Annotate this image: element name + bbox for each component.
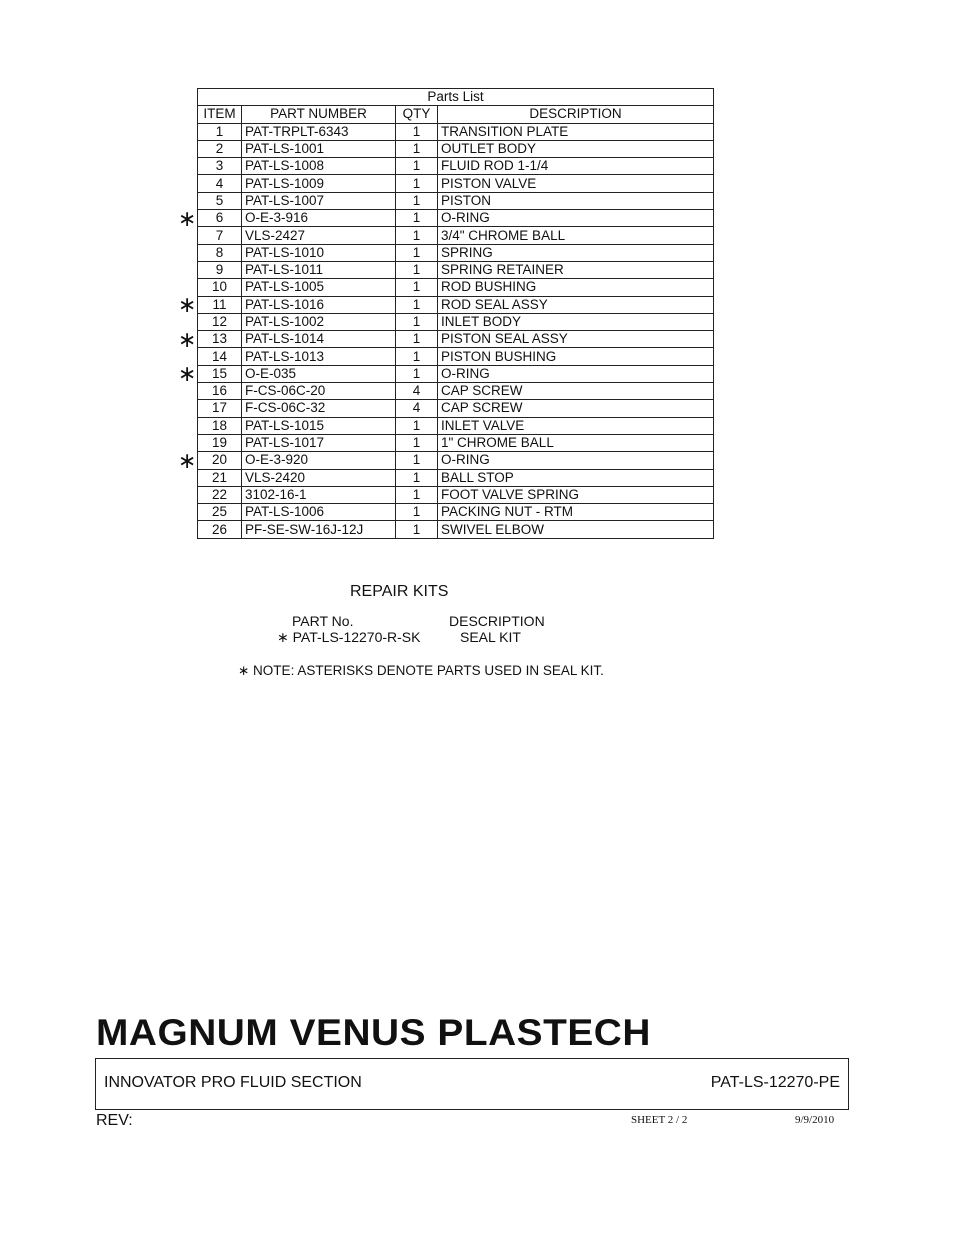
part-item: 25 <box>198 504 242 521</box>
part-qty: 1 <box>396 434 438 451</box>
part-description: O-RING <box>438 210 714 227</box>
part-number: PAT-LS-1009 <box>242 175 396 192</box>
part-qty: 1 <box>396 175 438 192</box>
part-item: 11 <box>198 296 242 313</box>
part-description: PISTON VALVE <box>438 175 714 192</box>
sheet-number: SHEET 2 / 2 <box>631 1114 688 1126</box>
seal-kit-marker: ∗ <box>178 448 197 474</box>
part-item: 1 <box>198 123 242 140</box>
part-item: 12 <box>198 313 242 330</box>
part-number: PAT-LS-1010 <box>242 244 396 261</box>
part-number: PAT-LS-1017 <box>242 434 396 451</box>
part-number: PAT-LS-1008 <box>242 158 396 175</box>
header-part-number: PART NUMBER <box>242 106 396 123</box>
part-number: O-E-3-920 <box>242 452 396 469</box>
part-description: 1" CHROME BALL <box>438 434 714 451</box>
part-number: PAT-LS-1005 <box>242 279 396 296</box>
part-qty: 1 <box>396 331 438 348</box>
part-number: PAT-LS-1006 <box>242 504 396 521</box>
part-description: O-RING <box>438 365 714 382</box>
part-qty: 1 <box>396 123 438 140</box>
parts-row <box>198 348 714 365</box>
part-description: OUTLET BODY <box>438 140 714 157</box>
parts-row <box>198 313 714 330</box>
seal-kit-marker: ∗ <box>178 327 197 353</box>
header-item: ITEM <box>198 106 242 123</box>
part-qty: 1 <box>396 521 438 538</box>
part-number: O-E-035 <box>242 365 396 382</box>
part-description: SWIVEL ELBOW <box>438 521 714 538</box>
part-item: 17 <box>198 400 242 417</box>
header-qty: QTY <box>396 106 438 123</box>
part-item: 10 <box>198 279 242 296</box>
part-qty: 4 <box>396 383 438 400</box>
part-number: VLS-2427 <box>242 227 396 244</box>
part-item: 2 <box>198 140 242 157</box>
part-item: 4 <box>198 175 242 192</box>
seal-kit-marker: ∗ <box>178 206 197 232</box>
part-description: ROD SEAL ASSY <box>438 296 714 313</box>
part-description: FLUID ROD 1-1/4 <box>438 158 714 175</box>
part-qty: 1 <box>396 244 438 261</box>
part-description: INLET VALVE <box>438 417 714 434</box>
part-qty: 1 <box>396 261 438 278</box>
part-description: 3/4" CHROME BALL <box>438 227 714 244</box>
part-item: 8 <box>198 244 242 261</box>
repair-kit-description: SEAL KIT <box>460 629 521 645</box>
parts-row <box>198 227 714 244</box>
parts-list-table <box>197 88 714 539</box>
part-description: ROD BUSHING <box>438 279 714 296</box>
part-item: 19 <box>198 434 242 451</box>
parts-row <box>198 123 714 140</box>
part-description: PACKING NUT - RTM <box>438 504 714 521</box>
part-number: O-E-3-916 <box>242 210 396 227</box>
part-description: SPRING RETAINER <box>438 261 714 278</box>
part-description: PISTON SEAL ASSY <box>438 331 714 348</box>
parts-row <box>198 452 714 469</box>
parts-row <box>198 192 714 209</box>
part-qty: 1 <box>396 469 438 486</box>
parts-row <box>198 331 714 348</box>
part-item: 15 <box>198 365 242 382</box>
parts-row <box>198 210 714 227</box>
part-number: F-CS-06C-32 <box>242 400 396 417</box>
parts-row <box>198 469 714 486</box>
parts-row <box>198 486 714 503</box>
parts-list-title: Parts List <box>198 89 714 106</box>
part-qty: 1 <box>396 210 438 227</box>
part-number: PAT-LS-1013 <box>242 348 396 365</box>
part-item: 20 <box>198 452 242 469</box>
part-description: CAP SCREW <box>438 400 714 417</box>
drawing-title: INNOVATOR PRO FLUID SECTION <box>104 1074 362 1091</box>
part-qty: 1 <box>396 365 438 382</box>
part-description: CAP SCREW <box>438 383 714 400</box>
part-qty: 1 <box>396 348 438 365</box>
parts-row <box>198 158 714 175</box>
part-number: PAT-LS-1007 <box>242 192 396 209</box>
part-item: 3 <box>198 158 242 175</box>
parts-row <box>198 279 714 296</box>
part-description: SPRING <box>438 244 714 261</box>
part-qty: 4 <box>396 400 438 417</box>
part-item: 9 <box>198 261 242 278</box>
part-item: 5 <box>198 192 242 209</box>
part-qty: 1 <box>396 313 438 330</box>
part-description: PISTON BUSHING <box>438 348 714 365</box>
part-number: PAT-LS-1011 <box>242 261 396 278</box>
parts-row <box>198 521 714 538</box>
repair-kits-title: REPAIR KITS <box>350 583 449 600</box>
part-item: 18 <box>198 417 242 434</box>
seal-kit-note: ∗ NOTE: ASTERISKS DENOTE PARTS USED IN SEAL KIT. <box>238 663 604 678</box>
part-number: VLS-2420 <box>242 469 396 486</box>
part-qty: 1 <box>396 192 438 209</box>
part-number: PAT-TRPLT-6343 <box>242 123 396 140</box>
part-item: 22 <box>198 486 242 503</box>
part-description: FOOT VALVE SPRING <box>438 486 714 503</box>
part-item: 7 <box>198 227 242 244</box>
repair-kits-description-header: DESCRIPTION <box>449 613 545 629</box>
parts-row <box>198 261 714 278</box>
company-name: MAGNUM VENUS PLASTECH <box>96 1012 651 1053</box>
part-item: 16 <box>198 383 242 400</box>
part-description: PISTON <box>438 192 714 209</box>
repair-kit-part-number: ∗ PAT-LS-12270-R-SK <box>277 629 421 645</box>
part-qty: 1 <box>396 279 438 296</box>
part-description: BALL STOP <box>438 469 714 486</box>
part-qty: 1 <box>396 296 438 313</box>
part-qty: 1 <box>396 158 438 175</box>
part-number: PAT-LS-1016 <box>242 296 396 313</box>
part-item: 14 <box>198 348 242 365</box>
title-block <box>95 1058 849 1110</box>
parts-row <box>198 244 714 261</box>
part-number: PF-SE-SW-16J-12J <box>242 521 396 538</box>
part-number: PAT-LS-1014 <box>242 331 396 348</box>
part-description: INLET BODY <box>438 313 714 330</box>
part-qty: 1 <box>396 504 438 521</box>
repair-kits-part-no-header: PART No. <box>292 613 354 629</box>
part-description: O-RING <box>438 452 714 469</box>
seal-kit-marker: ∗ <box>178 362 197 388</box>
part-qty: 1 <box>396 452 438 469</box>
drawing-number: PAT-LS-12270-PE <box>710 1074 840 1091</box>
seal-kit-marker: ∗ <box>178 293 197 319</box>
part-qty: 1 <box>396 417 438 434</box>
parts-row <box>198 365 714 382</box>
header-description: DESCRIPTION <box>438 106 714 123</box>
parts-row <box>198 140 714 157</box>
part-description: TRANSITION PLATE <box>438 123 714 140</box>
parts-row <box>198 434 714 451</box>
part-item: 6 <box>198 210 242 227</box>
part-number: PAT-LS-1015 <box>242 417 396 434</box>
part-number: 3102-16-1 <box>242 486 396 503</box>
parts-row <box>198 504 714 521</box>
part-number: PAT-LS-1001 <box>242 140 396 157</box>
drawing-date: 9/9/2010 <box>795 1114 835 1126</box>
parts-row <box>198 296 714 313</box>
part-qty: 1 <box>396 486 438 503</box>
part-item: 21 <box>198 469 242 486</box>
part-qty: 1 <box>396 140 438 157</box>
part-qty: 1 <box>396 227 438 244</box>
rev-label: REV: <box>96 1112 133 1129</box>
parts-row <box>198 383 714 400</box>
parts-row <box>198 175 714 192</box>
parts-row <box>198 417 714 434</box>
part-item: 13 <box>198 331 242 348</box>
part-number: PAT-LS-1002 <box>242 313 396 330</box>
parts-row <box>198 400 714 417</box>
part-item: 26 <box>198 521 242 538</box>
part-number: F-CS-06C-20 <box>242 383 396 400</box>
